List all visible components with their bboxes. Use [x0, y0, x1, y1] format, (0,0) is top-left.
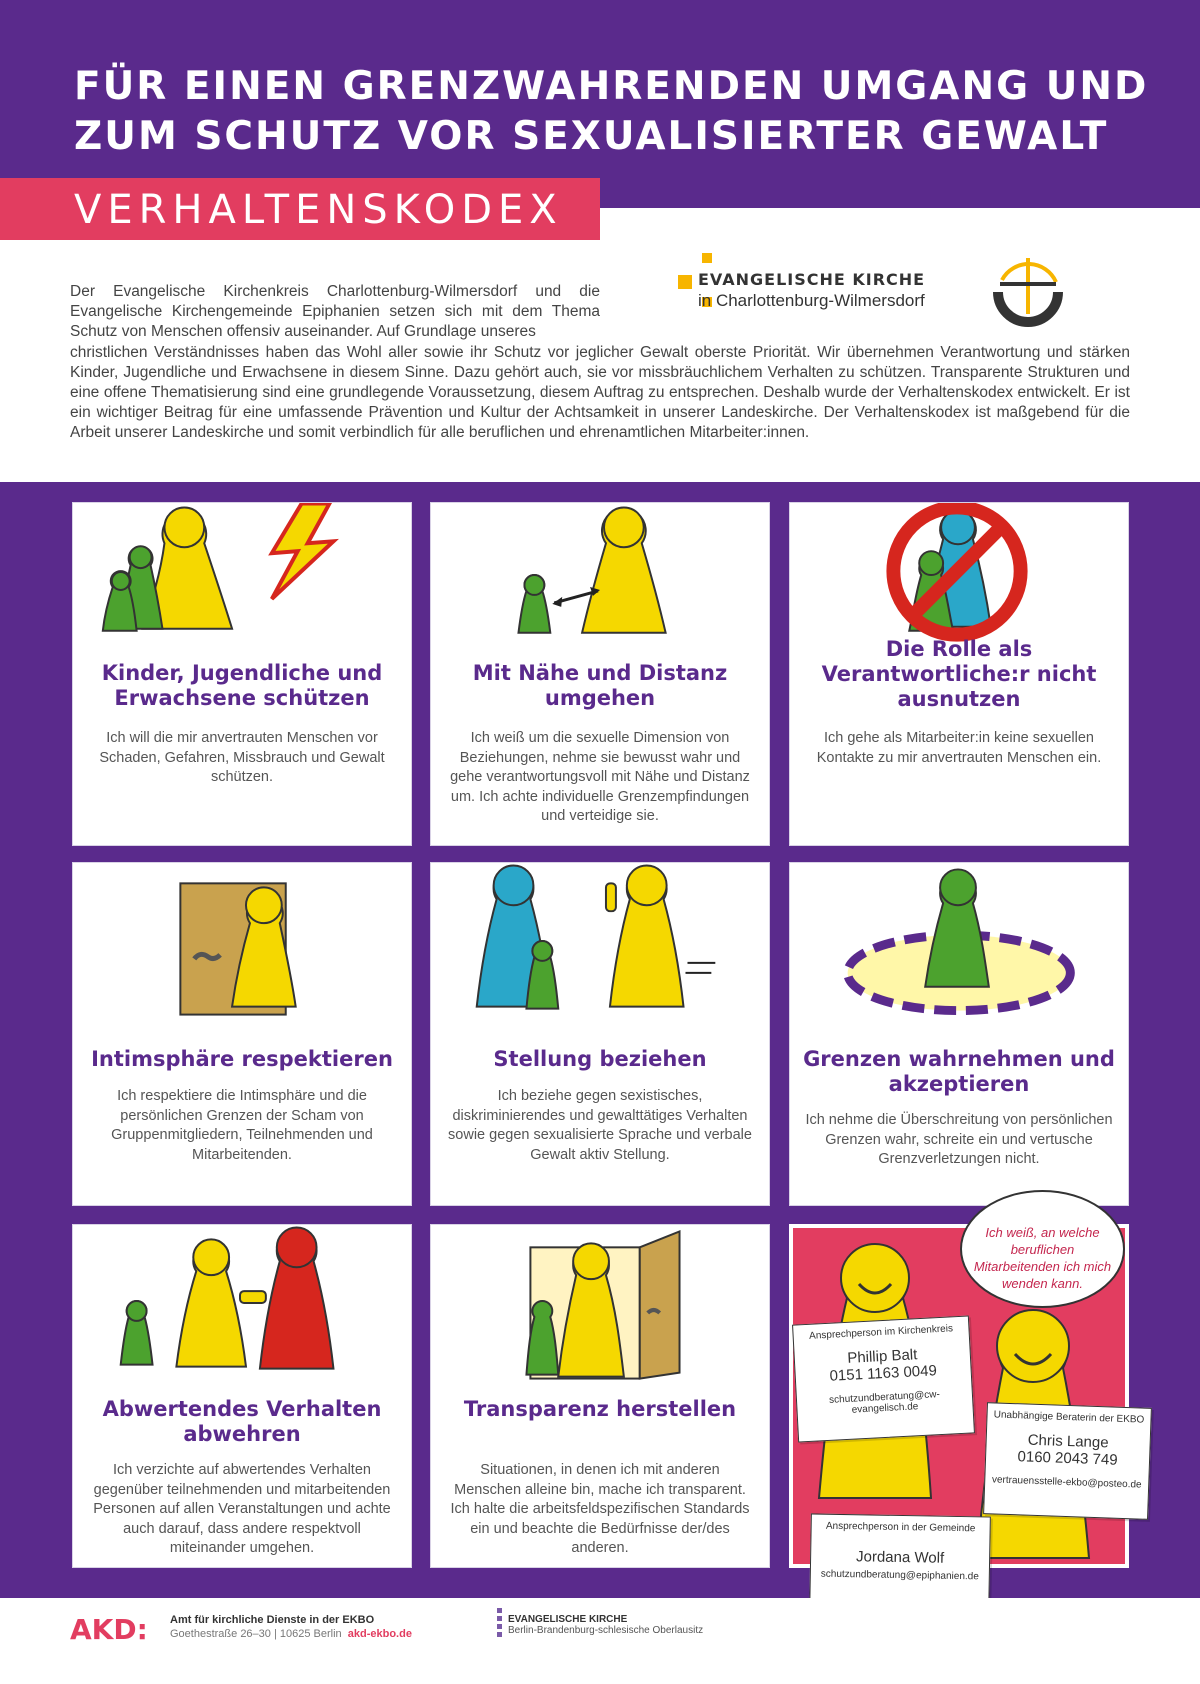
footer	[0, 1598, 1200, 1684]
card-text: Ich verzichte auf abwertendes Verhalten gegenüber teilnehmenden und mitarbeitenden Personen auf allen Veranstaltungen und achte auch darauf, dass andere respektvoll miteinander umgehen.	[93, 1462, 391, 1556]
title-line-1: FÜR EINEN GRENZWAHRENDEN UMGANG UND	[74, 64, 1149, 109]
contact-note-ekbo	[983, 1402, 1152, 1520]
ekbo-cross-logo-icon	[497, 1608, 505, 1638]
header	[0, 0, 1200, 180]
bubble-text: Ich weiß, an welche beruflichen Mitarbeitenden ich mich wenden kann.	[973, 1225, 1112, 1291]
contact-email[interactable]: vertrauensstelle-ekbo@posteo.de	[991, 1474, 1142, 1491]
card-protect	[72, 502, 412, 846]
card-text: Situationen, in denen ich mit anderen Menschen alleine bin, mache ich transparent. Ich halte die arbeitsfeldspezifischen Standards ein und beachte die Bedürfnisse der/des anderen.	[450, 1462, 750, 1556]
card-text: Ich nehme die Überschreitung von persönlichen Grenzen wahr, schreite ein und vertusche Grenzverletzungen nicht.	[805, 1112, 1113, 1167]
contact-email[interactable]: schutzundberatung@epiphanien.de	[820, 1568, 979, 1583]
contact-label: Ansprechperson im Kirchenkreis	[808, 1323, 954, 1342]
card-title: Mit Nähe und Distanz umgehen	[472, 661, 728, 710]
akd-url[interactable]: akd-ekbo.de	[347, 1628, 412, 1640]
contact-label: Ansprechperson in der Gemeinde	[825, 1520, 976, 1535]
akd-street: Goethestraße 26–30 | 10625 Berlin	[170, 1628, 342, 1640]
contact-name: Jordana Wolf	[855, 1548, 945, 1567]
card-text: Ich respektiere die Intimsphäre und die persönlichen Grenzen der Scham von Gruppenmitgliedern, Teilnehmenden und Mitarbeitenden.	[111, 1088, 373, 1163]
open-door-illustration	[431, 1225, 769, 1385]
card-text: Ich gehe als Mitarbeiter:in keine sexuellen Kontakte zu mir anvertrauten Menschen ein.	[816, 730, 1102, 766]
intro-text-2: christlichen Verständnisses haben das Wohl aller sowie ihr Schutz vor jeglicher Gewalt oberste Priorität. Wir übernehmen Verantwortung und stärken Kinder, Jugendliche und Erwachsene in diesem Sinne. Dazu gehört auch, sie vor missbräuchlichem Verhalten zu schützen. Transparente Strukturen und eine offene Thematisierung sind eine grundlegende Voraussetzung, diesem Auftrag zu entsprechen. Deshalb wurde der Verhaltenskodex entwickelt. Er ist ein wichtiger Beitrag für eine umfassende Prävention und Kultur der Achtsamkeit in unserer Landeskirche. Der Verhaltenskodex ist maßgebend für die Arbeit unserer Landeskirche und somit verbindlich für alle beruflichen und ehrenamtlichen Mitarbeiter:innen.	[70, 344, 1130, 441]
contact-phone[interactable]: 0151 1163 0049	[829, 1362, 938, 1385]
card-title: Stellung beziehen	[493, 1047, 707, 1071]
ekbo-name: EVANGELISCHE KIRCHE	[508, 1614, 628, 1625]
defend-devaluing-illustration	[73, 1225, 411, 1385]
pawns-distance-illustration	[431, 503, 769, 663]
contact-name: Phillip Balt	[846, 1346, 918, 1367]
warning-lightning-icon	[272, 503, 334, 598]
card-boundaries	[789, 862, 1129, 1206]
pawns-threat-illustration	[73, 503, 411, 663]
page-title	[74, 62, 1154, 162]
akd-logo: AKD:	[70, 1613, 148, 1646]
card-closeness	[430, 502, 770, 846]
card-title: Kinder, Jugendliche und Erwachsene schützen	[101, 661, 383, 710]
card-text: Ich beziehe gegen sexistisches, diskriminierendes und gewalttätiges Verhalten sowie gegen sexualisierte Sprache und verbale Gewalt aktiv Stellung.	[448, 1088, 752, 1163]
akd-address	[170, 1628, 412, 1640]
card-title: Transparenz herstellen	[463, 1397, 737, 1421]
contact-note-kirchenkreis	[792, 1315, 975, 1442]
ek-logo-sub: in Charlottenburg-Wilmersdorf	[698, 291, 925, 310]
card-text: Ich weiß um die sexuelle Dimension von Beziehungen, nehme sie bewusst wahr und gehe verantwortungsvoll mit Nähe und Distanz um. Ich achte individuelle Grenzempfindungen und verteidige sie.	[450, 730, 750, 824]
contact-phone[interactable]: 0160 2043 749	[1017, 1448, 1118, 1469]
contact-label: Unabhängige Beraterin der EKBO	[993, 1409, 1145, 1426]
title-line-2: ZUM SCHUTZ VOR SEXUALISIERTER GEWALT	[74, 114, 1109, 159]
akd-name: Amt für kirchliche Dienste in der EKBO	[170, 1614, 375, 1626]
card-transparency	[430, 1224, 770, 1568]
boundary-circle-illustration	[790, 863, 1128, 1023]
card-title: Abwertendes Verhalten abwehren	[102, 1397, 382, 1446]
door-icon	[640, 1231, 680, 1378]
taking-stance-illustration	[431, 863, 769, 1023]
contact-email[interactable]: schutzundberatung@cw-evangelisch.de	[828, 1389, 941, 1416]
card-text: Ich will die mir anvertrauten Menschen vor Schaden, Gefahren, Missbrauch und Gewalt schützen.	[99, 730, 385, 785]
intro-text-1: Der Evangelische Kirchenkreis Charlottenburg-Wilmersdorf und die Evangelische Kirchengemeinde Epiphanien setzen sich mit dem Thema Schutz von Menschen offensiv auseinander. Auf Grundlage unseres	[70, 283, 600, 340]
epiphanien-logo-icon	[990, 254, 1066, 330]
ekbo-sub: Berlin-Brandenburg-schlesische Oberlausitz	[508, 1625, 704, 1636]
contact-name: Chris Lange	[1027, 1431, 1109, 1452]
card-privacy	[72, 862, 412, 1206]
knocking-door-illustration	[73, 863, 411, 1023]
subtitle: VERHALTENSKODEX	[74, 187, 563, 233]
card-responsibility	[789, 502, 1129, 846]
card-stance	[430, 862, 770, 1206]
ek-logo-name: EVANGELISCHE KIRCHE	[698, 270, 926, 289]
card-title: Die Rolle als Verantwortliche:r nicht ausnutzen	[821, 637, 1097, 711]
card-devaluing	[72, 1224, 412, 1568]
card-title: Intimsphäre respektieren	[91, 1047, 393, 1071]
card-title: Grenzen wahrnehmen und akzeptieren	[803, 1047, 1115, 1096]
